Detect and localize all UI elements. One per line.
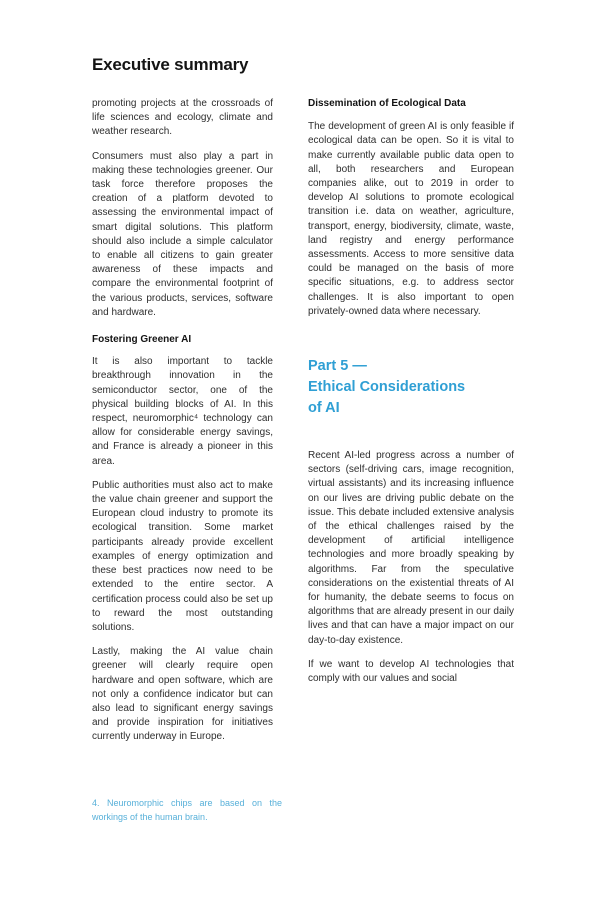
paragraph: Consumers must also play a part in making these technologies greener. Our task force therefore proposes the creation of a platform devoted to assessing the environmental impact of smart digital solutions. This platform should also include a simple calculator to enable all citizens to gain greater awareness of these impacts and compare the environmental footprint of the various products, services, software and hardware. — [92, 150, 273, 318]
part-5-heading-line2: Ethical Considerations — [308, 379, 466, 396]
paragraph: The development of green AI is only feasible if ecological data can be open. So it is vital to make currently available public data open to all, both researchers and European companies alike, out to 2019 in order to develop AI solutions to promote ecological transition i.e. data on weather, agriculture, transport, energy, biodiversity, climate, waste, land registry and energy performance assessments. Access to more sensitive data could be managed on the basis of more specific situations, e.g. to address sector challenges. It is also important to open privately-owned data where necessary. — [308, 121, 514, 317]
footnote: 4. Neuromorphic chips are based on the workings of the human brain. — [92, 798, 282, 822]
left-column — [92, 97, 273, 755]
paragraph: Recent AI-led progress across a number of sectors (self-driving cars, image recognition, virtual assistants) and its increasing influence on our lives are driving public debate on the issue. This debate included extensive analysis of the ethical challenges raised by the development of artificial intelligence technologies and more broadly speaking by algorithms. Far from the speculative considerations on the existential threats of AI for humanity, the debate seems to focus on algorithms that are already present in our daily lives and that can have a major impact on our day-to-day existence. — [308, 450, 514, 646]
paragraph: It is also important to tackle breakthrough innovation in the semiconductor sector, one of the physical building blocks of AI. In this respect, neuromorphic⁴ technology can allow for considerable energy savings, and France is already a pioneer in this area. — [92, 356, 273, 467]
section-heading-dissemination: Dissemination of Ecological Data — [308, 98, 466, 109]
paragraph: Public authorities must also act to make the value chain greener and support the European cloud industry to promote its ecological transition. Some market participants already provide excellent examples of energy optimization and these best practices now need to be extended to the entire sector. A certification process could also be set up to reward the most outstanding solutions. — [92, 479, 273, 633]
section-heading-fostering-greener-ai: Fostering Greener AI — [92, 334, 192, 346]
part-5-heading-line3: of AI — [308, 400, 340, 417]
part-5-heading — [308, 356, 514, 419]
paragraph: Lastly, making the AI value chain greener will clearly require open hardware and open software, which are not only a confidence indicator but can also lead to significant energy savings and provide inspiration for initiatives currently underway in Europe. — [92, 646, 273, 743]
paragraph: If we want to develop AI technologies that comply with our values and social — [308, 658, 514, 685]
right-column — [308, 97, 514, 696]
paragraph: promoting projects at the crossroads of life sciences and ecology, climate and weather research. — [92, 98, 273, 138]
part-5-heading-line1: Part 5 — — [308, 358, 367, 375]
page-title: Executive summary — [92, 55, 249, 75]
